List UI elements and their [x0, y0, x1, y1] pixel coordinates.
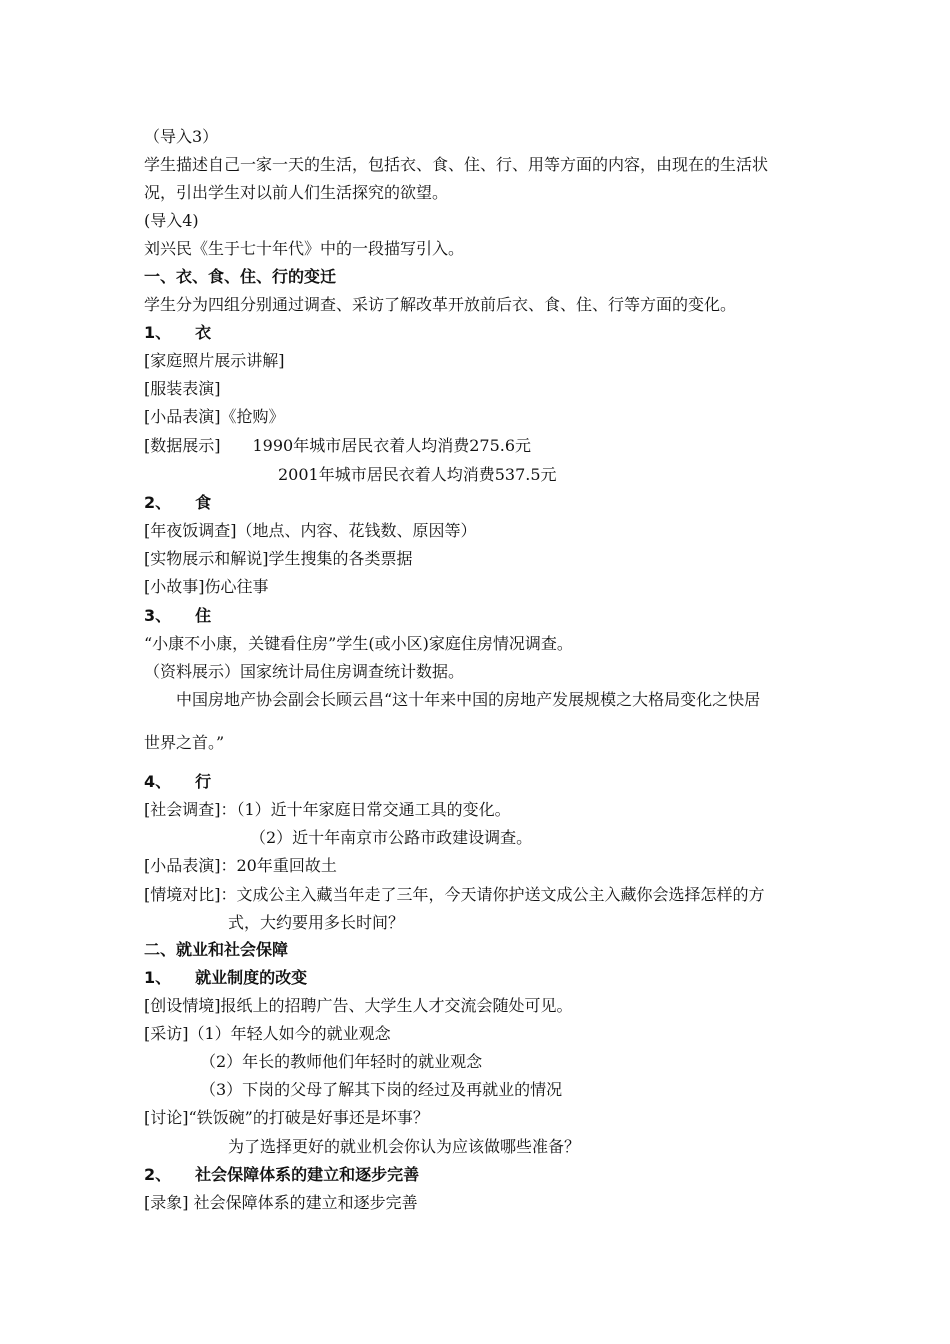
quote-line: 中国房地产协会副会长顾云昌“这十年来中国的房地产发展规模之大格局变化之快居	[176, 690, 761, 709]
quote-line: 世界之首。”	[144, 733, 225, 752]
list-item: [小品表演]：20年重回故土	[144, 856, 337, 875]
intro-3-label: （导入3）	[144, 127, 219, 146]
list-item: （资料展示）国家统计局住房调查统计数据。	[144, 662, 465, 681]
list-item: [实物展示和解说]学生搜集的各类票据	[144, 549, 413, 568]
list-item: [录象] 社会保障体系的建立和逐步完善	[144, 1193, 418, 1212]
list-item: [社会调查]：（1）近十年家庭日常交通工具的变化。	[144, 800, 511, 819]
list-item: [数据展示] 1990年城市居民衣着人均消费275.6元	[144, 436, 532, 455]
list-item-continuation: （2）近十年南京市公路市政建设调查。	[250, 828, 533, 847]
subheading-transport: 4、 行	[144, 772, 212, 791]
list-item-continuation: 2001年城市居民衣着人均消费537.5元	[278, 465, 557, 484]
intro-4-label: (导入4)	[144, 211, 199, 230]
list-item: [小品表演]《抢购》	[144, 407, 285, 426]
list-item: [年夜饭调查]（地点、内容、花钱数、原因等）	[144, 521, 477, 540]
list-item-continuation: （3）下岗的父母了解其下岗的经过及再就业的情况	[200, 1080, 563, 1099]
section-heading-2: 二、就业和社会保障	[144, 940, 289, 959]
subheading-social-security: 2、 社会保障体系的建立和逐步完善	[144, 1165, 420, 1184]
list-item: [讨论]“铁饭碗”的打破是好事还是坏事？	[144, 1108, 429, 1127]
subheading-housing: 3、 住	[144, 606, 212, 625]
list-item-continuation: 式，大约要用多长时间？	[228, 913, 405, 932]
subheading-food: 2、 食	[144, 493, 212, 512]
paragraph-line: 学生描述自己一家一天的生活，包括衣、食、住、行、用等方面的内容，由现在的生活状	[144, 155, 769, 174]
list-item: [服装表演]	[144, 379, 221, 398]
section-heading-1: 一、衣、食、住、行的变迁	[144, 267, 337, 286]
paragraph-line: 学生分为四组分别通过调查、采访了解改革开放前后衣、食、住、行等方面的变化。	[144, 295, 737, 314]
list-item-continuation: 为了选择更好的就业机会你认为应该做哪些准备？	[228, 1137, 581, 1156]
list-item-continuation: （2）年长的教师他们年轻时的就业观念	[200, 1052, 483, 1071]
paragraph-line: 况，引出学生对以前人们生活探究的欲望。	[144, 183, 449, 202]
list-item: [家庭照片展示讲解]	[144, 351, 285, 370]
list-item: [小故事]伤心往事	[144, 577, 269, 596]
list-item: [采访]（1）年轻人如今的就业观念	[144, 1024, 391, 1043]
subheading-employment: 1、 就业制度的改变	[144, 968, 308, 987]
list-item: “小康不小康，关键看住房”学生(或小区)家庭住房情况调查。	[144, 634, 573, 653]
list-item: [创设情境]报纸上的招聘广告、大学生人才交流会随处可见。	[144, 996, 573, 1015]
subheading-clothing: 1、 衣	[144, 323, 212, 342]
list-item: [情境对比]：文成公主入藏当年走了三年，今天请你护送文成公主入藏你会选择怎样的方	[144, 885, 765, 904]
paragraph-line: 刘兴民《生于七十年代》中的一段描写引入。	[144, 239, 465, 258]
